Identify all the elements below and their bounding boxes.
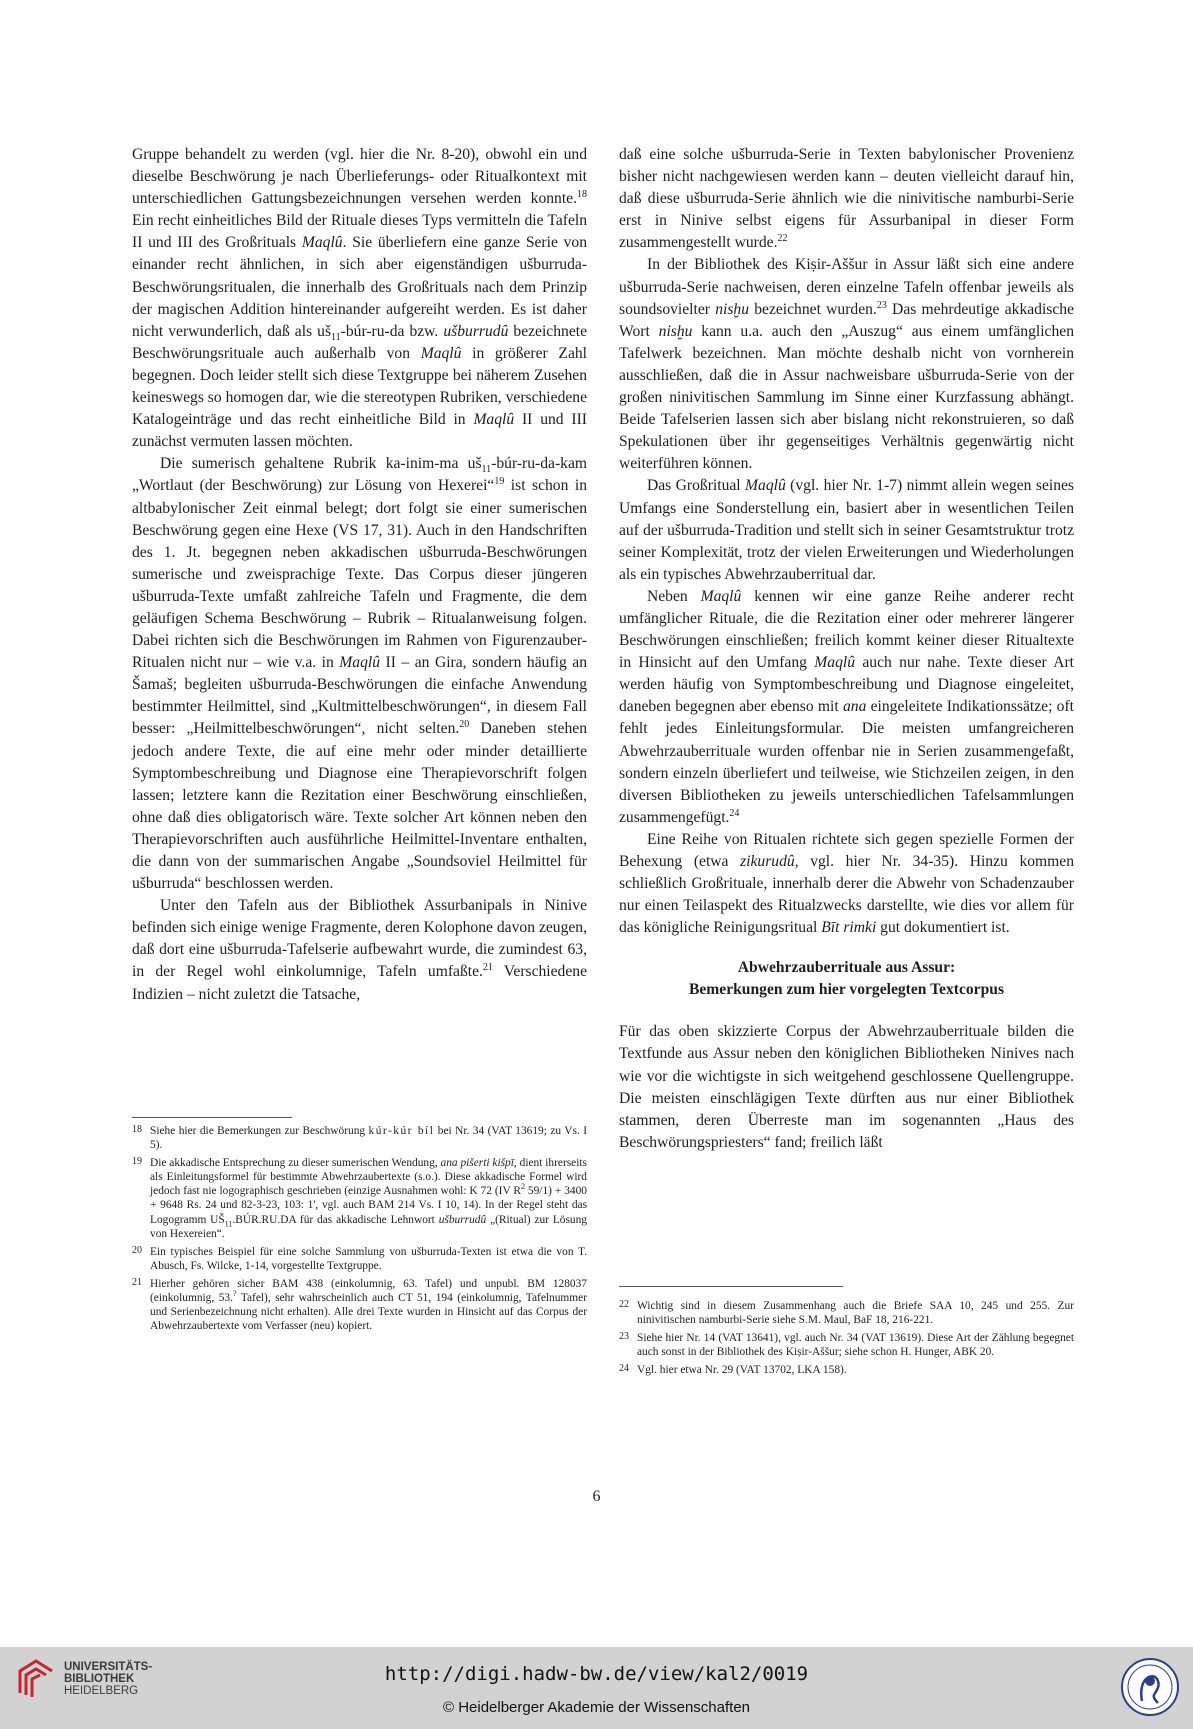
footnote-ref[interactable]: 21	[482, 962, 493, 974]
footnote: 21 Hierher gehören sicher BAM 438 (einkolumnig, 63. Tafel) und unpubl. BM 128037 (einkolumnig, 53.? Tafel), sehr wahrscheinlich auch CT 51, 194 (einkolumnig, Tafelnummer und Serienbezeichnung nicht erhalten). Alle drei Texte wurden in Hinsicht auf das Corpus der Abwehrzaubertexte vom Verfasser (neu) kopiert.	[132, 1276, 588, 1333]
university-library-logo[interactable]: UNIVERSITÄTS- BIBLIOTHEK HEIDELBERG	[14, 1657, 152, 1701]
footnote-rule	[619, 1286, 843, 1287]
academy-seal-icon	[1120, 1657, 1180, 1722]
right-column	[619, 144, 1074, 1154]
footnotes-left	[132, 1124, 587, 1337]
paragraph: Für das oben skizzierte Corpus der Abwehrzauberrituale bilden die Textfunde aus Assur neben den königlichen Bibliotheken Ninives nach wie vor die wichtigste in sich weitgehend geschlossene Quellengruppe. Die meisten einschlägigen Texte dürften aus nur einer Bibliothek stammen, deren Überreste man im sogenannten „Haus des Beschwörungspriesters“ fand; freilich läßt	[619, 1023, 1074, 1151]
paragraph: Unter den Tafeln aus der Bibliothek Assurbanipals in Ninive befinden sich einige wenige Fragmente, deren Kolophone davon zeugen, daß dort eine ušburruda-Tafelserie aufbewahrt wurde, die zumindest 63, in der Regel wohl einkolumnige, Tafeln umfaßte.$^{21}$ Verschiedene Indizien – nicht zuletzt die Tatsache,	[132, 897, 587, 1003]
paragraph: Das Großritual Maqlû (vgl. hier Nr. 1-7) nimmt allein wegen seines Umfangs eine Sonderstellung ein, basiert aber in wesentlichen Teilen auf der ušburruda-Tradition und stellt sich in seiner Gesamtstruktur trotz seiner Komplexität, trotz der vielen Erweiterungen und Wiederholungen als ein typisches Abwehrzauberritual dar.	[619, 477, 1074, 583]
paragraph: Eine Reihe von Ritualen richtete sich gegen spezielle Formen der Behexung (etwa zikurudû, vgl. hier Nr. 34-35). Hinzu kommen schließlich Großrituale, innerhalb derer die Abwehr von Schadenzauber nur einen Teilaspekt des Ritualzwecks darstellte, wie dies vor allem für das königliche Reinigungsritual Bīt rimki gut dokumentiert ist.	[619, 830, 1075, 937]
left-column	[132, 144, 587, 1006]
copyright-notice: © Heidelberger Akademie der Wissenschaften	[442, 1699, 751, 1716]
footnote: 18 Siehe hier die Bemerkungen zur Beschwörung kúr-kúr bíl bei Nr. 34 (VAT 13619; zu Vs. I 5).	[132, 1124, 587, 1152]
footnote: 22 Wichtig sind in diesem Zusammenhang auch die Briefe SAA 10, 245 und 255. Zur ninivitischen namburbi-Serie siehe S.M. Maul, BaF 18, 216-221.	[619, 1299, 1074, 1327]
footnotes-right	[619, 1299, 1074, 1381]
footnote-ref[interactable]: 24	[729, 807, 740, 819]
footnote: 24 Vgl. hier etwa Nr. 29 (VAT 13702, LKA 158).	[619, 1363, 847, 1377]
footnote: 19 Die akkadische Entsprechung zu dieser sumerischen Wendung, ana pišerti kišpī, dient ihrerseits als Einleitungsformel für bestimmte Abwehrzaubertexte (s.o.). Diese akkadische Formel wird jedoch fast nie logographisch geschrieben (einzige Ausnahmen wohl: K 72 (IV $R^2$ 59/1) + 3400 + 9648 Rs. 24 und 82-3-23, 103: 1', vgl. auch BAM 214 Vs. I 10, 14). In der Regel steht das Logogramm $UŠ_{11}.BÚR.RU.DA$ für das akkadische Lehnwort ušburrudû „(Ritual) zur Lösung von Hexereien“.	[132, 1156, 587, 1240]
viewer-footer	[0, 1647, 1193, 1729]
footnote-ref[interactable]: 18	[577, 189, 587, 200]
footnote: 20 Ein typisches Beispiel für eine solche Sammlung von ušburruda-Texten ist etwa die von T. Abusch, Fs. Wilcke, 1-14, vorgestellte Textgruppe.	[132, 1244, 587, 1272]
page-url-link[interactable]: http://digi.hadw-bw.de/view/kal2/0019	[384, 1663, 809, 1685]
section-heading: Abwehrzauberrituale aus Assur: Bemerkungen zum hier vorgelegten Textcorpus	[688, 959, 1005, 999]
paragraph: In der Bibliothek des Kiṣir-Aššur in Assur läßt sich eine andere ušburruda-Serie nachweisen, deren einzelne Tafeln offenbar jeweils als soundsovielter nisḫu bezeichnet wurden.$^{23}$ Das mehrdeutige akkadische Wort nisḫu kann u.a. auch den „Auszug“ aus einem umfänglichen Tafelwerk bezeichnen. Man möchte deshalb nicht von vornherein ausschließen, daß die in Assur nachweisbare ušburruda-Serie von der großen ninivitischen Sammlung im Sinne einer Kurzfassung abhängt. Beide Tafelserien lassen sich aber bislang nicht rekonstruieren, so daß Spekulationen über ihr gegenseitiges Verhältnis gegenwärtig nicht weiterführen können.	[619, 256, 1074, 473]
footnote: 23 Siehe hier Nr. 14 (VAT 13641), vgl. auch Nr. 34 (VAT 13619). Diese Art der Zählung begegnet auch sonst in der Bibliothek des Kiṣir-Aššur; siehe schon H. Hunger, ABK 20.	[619, 1331, 1074, 1359]
page-number: 6	[592, 1488, 601, 1505]
paragraph: daß eine solche ušburruda-Serie in Texten babylonischer Provenienz bisher nicht nachgewiesen werden kann – deuten vielleicht darauf hin, daß diese ušburruda-Serie ähnlich wie die ninivitische namburbi-Serie erst in Ninive selbst eigens für Assurbanipal in dieser Form zusammengestellt wurde.$^{22}$	[619, 146, 1074, 252]
footnote-ref[interactable]: 23	[876, 299, 887, 311]
paragraph: Gruppe behandelt zu werden (vgl. hier die Nr. 8-20), obwohl ein und dieselbe Beschwörung je nach Überlieferungs- oder Ritualkontext mit unterschiedlichen Gattungsbezeichnungen versehen werden konnte.$^{18}$ Ein recht einheitliches Bild der Rituale dieses Typs vermitteln die Tafeln II und III des Großrituals Maqlû. Sie überliefern eine ganze Serie von einander recht ähnlichen, in sich aber eigenständigen ušburruda-Beschwörungsritualen, die innerhalb des Großrituals nach dem Prinzip der magischen Addition hintereinander aufgereiht werden. Es ist daher nicht verwunderlich, daß als $uš_{11}-búr-ru-da$ bzw. ušburrudû bezeichnete Beschwörungsrituale auch außerhalb von Maqlû in größerer Zahl begegnen. Doch leider stellt sich diese Textgruppe bei näherem Zusehen keineswegs so homogen dar, wie die stereotypen Rubriken, verschiedene Katalogeinträge und das recht einheitliche Bild in Maqlû II und III zunächst vermuten lassen möchten.	[132, 146, 587, 451]
paragraph: Neben Maqlû kennen wir eine ganze Reihe anderer recht umfänglicher Rituale, die die Rezitation einer oder mehrerer längerer Beschwörungen einschließen; freilich kommt keiner dieser Ritualtexte in Hinsicht auf den Umfang Maqlû auch nur nahe. Texte dieser Art werden häufig von Symptombeschreibung und Diagnose eingeleitet, daneben begegnen aber ebenso mit ana eingeleitete Indikationssätze; oft fehlt jedes Einleitungsformular. Die meisten umfangreicheren Abwehrzauberrituale wurden offenbar nie in Serien zusammengefaßt, sondern einzeln überliefert und teilweise, wie Stichzeilen zeigen, in den diversen Bibliotheken zu jeweils unterschiedlichen Tafelsammlungen zusammengefügt.$^{24}$	[619, 587, 1075, 826]
footnote-rule	[132, 1117, 292, 1118]
footnote-ref[interactable]: 22	[777, 233, 788, 245]
paragraph: Die sumerisch gehaltene Rubrik ka-inim-ma $uš_{11}-búr-ru-da$-kam „Wortlaut (der Beschwörung) zur Lösung von Hexerei“$^{19}$ ist schon in altbabylonischer Zeit einmal belegt; dort folgt sie einer sumerischen Beschwörung gegen eine Hexe (VS 17, 31). Auch in den Handschriften des 1. Jt. begegnen neben akkadischen ušburruda-Beschwörungen sumerische und zweisprachige Texte. Das Corpus dieser jüngeren ušburruda-Texte umfaßt zahlreiche Tafeln und Fragmente, die dem geläufigen Schema Beschwörung – Rubrik – Ritualanweisung folgen. Dabei richten sich die Beschwörungen im Rahmen von Figurenzauber-Ritualen nicht nur – wie v.a. in Maqlû II – an Gira, sondern häufig an Šamaš; begleiten ušburruda-Beschwörungen die einfache Anwendung bestimmter Heilmittel, sind „Kultmittelbeschwörungen“, in diesem Fall besser: „Heilmittelbeschwörungen“, nicht selten.$^{20}$ Daneben stehen jedoch andere Texte, die auf eine mehr oder minder detaillierte Symptombeschreibung und Diagnose eine Therapievorschrift folgen lassen; letztere kann die Rezitation einer Beschwörung einschließen, ohne daß dies obligatorisch wäre. Texte solcher Art können neben den Therapievorschriften auch ausführliche Heilmittel-Inventare enthalten, die dann von der summarischen Angabe „Soundsoviel Heilmittel für ušburruda“ beschlossen werden.	[132, 455, 587, 893]
footnote-ref[interactable]: 20	[459, 719, 470, 731]
footnote-ref[interactable]: 19	[494, 476, 505, 488]
